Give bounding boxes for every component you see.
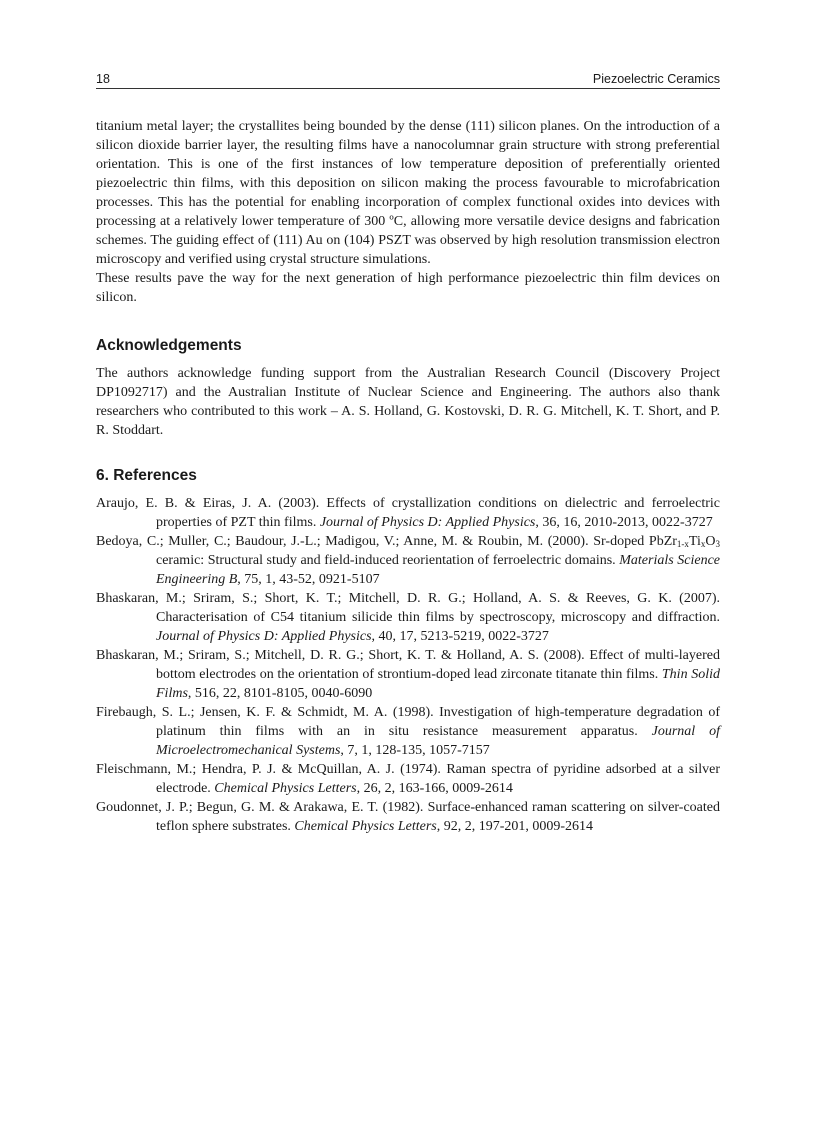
- reference-item: Araujo, E. B. & Eiras, J. A. (2003). Effects of crystallization conditions on dielectric and ferroelectric properties of PZT thin films. Journal of Physics D: Applied Physics, 36, 16, 2010-2013, 0022-3727: [96, 496, 720, 530]
- running-title: Piezoelectric Ceramics: [592, 72, 720, 86]
- reference-item: Firebaugh, S. L.; Jensen, K. F. & Schmidt, M. A. (1998). Investigation of high-temperature degradation of platinum thin films with an in situ resistance measurement apparatus. Journal of Microelectromechanical Systems, 7, 1, 128-135, 1057-7157: [96, 705, 720, 758]
- page-content: [96, 117, 720, 836]
- reference-item: Goudonnet, J. P.; Begun, G. M. & Arakawa, E. T. (1982). Surface-enhanced raman scattering on silver-coated teflon sphere substrates. Chemical Physics Letters, 92, 2, 197-201, 0009-2614: [96, 800, 720, 834]
- journal-title: Materials Science Engineering B: [156, 553, 720, 587]
- journal-title: Thin Solid Films: [156, 667, 720, 701]
- acknowledgements-heading: Acknowledgements: [96, 337, 242, 354]
- reference-item: Fleischmann, M.; Hendra, P. J. & McQuillan, A. J. (1974). Raman spectra of pyridine adsorbed at a silver electrode. Chemical Physics Letters, 26, 2, 163-166, 0009-2614: [96, 762, 720, 796]
- journal-title: Chemical Physics Letters: [214, 781, 357, 796]
- page-number: 18: [96, 72, 110, 86]
- references-heading: 6. References: [96, 467, 197, 484]
- journal-title: Journal of Physics D: Applied Physics: [156, 629, 372, 644]
- reference-item: Bhaskaran, M.; Sriram, S.; Short, K. T.; Mitchell, D. R. G.; Holland, A. S. & Reeves, G. K. (2007). Characterisation of C54 titanium silicide thin films by spectroscopy, microscopy and diffraction. Journal of Physics D: Applied Physics, 40, 17, 5213-5219, 0022-3727: [96, 591, 720, 644]
- body-paragraph: titanium metal layer; the crystallites being bounded by the dense (111) silicon planes. On the introduction of a silicon dioxide barrier layer, the resulting films have a nanocolumnar grain structure with strong preferential orientation. This is one of the first instances of low temperature deposition of preferentially oriented piezoelectric thin films, with this deposition on silicon making the process favourable to microfabrication processes. This has the potential for enabling incorporation of complex functional oxides into devices with processing at a relatively lower temperature of 300 ºC, allowing more versatile device designs and fabrication schemes. The guiding effect of (111) Au on (104) PSZT was observed by high resolution transmission electron microscopy and verified using crystal structure simulations.: [96, 119, 720, 267]
- reference-list: [96, 494, 720, 836]
- reference-item: Bhaskaran, M.; Sriram, S.; Mitchell, D. R. G.; Short, K. T. & Holland, A. S. (2008). Effect of multi-layered bottom electrodes on the orientation of strontium-doped lead zirconate titanate thin films. Thin Solid Films, 516, 22, 8101-8105, 0040-6090: [96, 648, 720, 701]
- journal-title: Chemical Physics Letters: [294, 819, 437, 834]
- journal-title: Journal of Physics D: Applied Physics: [319, 515, 536, 530]
- journal-title: Journal of Microelectromechanical Systems: [156, 724, 720, 758]
- page-header: [96, 70, 720, 89]
- reference-item: Bedoya, C.; Muller, C.; Baudour, J.-L.; Madigou, V.; Anne, M. & Roubin, M. (2000). Sr-doped $PbZr_{1-x}Ti_xO_3$ ceramic: Structural study and field-induced reorientation of ferroelectric domains. Materials Science Engineering B, 75, 1, 43-52, 0921-5107: [96, 534, 720, 587]
- acknowledgements-text: The authors acknowledge funding support from the Australian Research Council (Discovery Project DP1092717) and the Australian Institute of Nuclear Science and Engineering. The authors also thank researchers who contributed to this work – A. S. Holland, G. Kostovski, D. R. G. Mitchell, K. T. Short, and P. R. Stoddart.: [96, 366, 720, 438]
- body-paragraph: These results pave the way for the next generation of high performance piezoelectric thin film devices on silicon.: [96, 271, 720, 305]
